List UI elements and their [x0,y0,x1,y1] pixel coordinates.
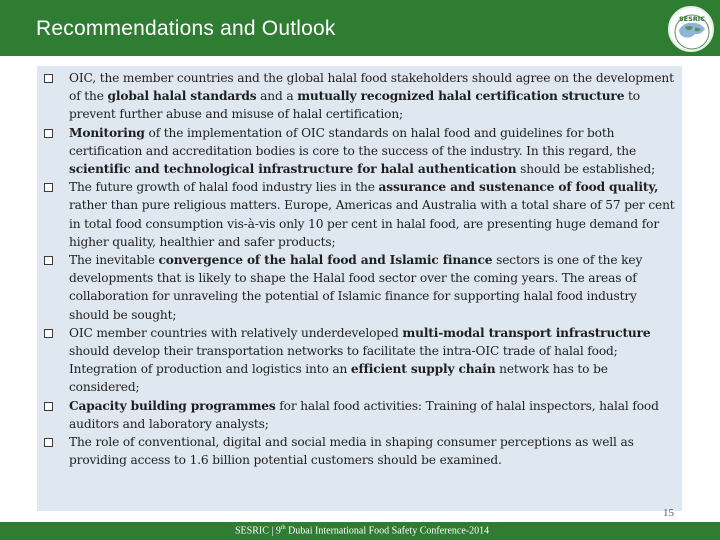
bullet-item [37,324,676,397]
checkbox-bullet-icon [44,256,53,265]
bullet-emphasis: convergence of the halal food and Islamic finance [158,253,493,268]
recommendations-panel [37,66,682,511]
footer-prefix: SESRIC | 9 [235,525,281,537]
bullet-text: should be established; [516,162,656,177]
checkbox-bullet-icon [44,438,53,447]
bullet-text: to prevent further abuse and misuse of halal certification; [69,89,640,122]
footer-superscript: th [280,525,286,531]
bullet-text: The inevitable [69,253,159,268]
checkbox-bullet-icon [44,74,53,83]
bullet-emphasis: multi-modal transport infrastructure [402,325,651,340]
checkbox-bullet-icon [44,129,53,138]
footer-bar [0,522,720,540]
svg-text:SESRIC: SESRIC [679,15,705,23]
bullet-emphasis: Monitoring [69,125,145,140]
bullet-emphasis: mutually recognized halal certification structure [297,89,625,104]
bullet-text: should develop their transportation networks to facilitate the intra-OIC trade of halal food; Integration of production and logistics into an [69,344,618,377]
bullet-item [37,178,676,251]
title-bar [0,0,720,56]
bullet-text: and a [256,89,298,104]
bullet-text: OIC member countries with relatively underdeveloped [69,325,403,340]
bullet-item [37,397,676,433]
bullet-item [37,433,676,469]
bullet-text: OIC, the member countries and the global halal food stakeholders should agree on the development of the [69,71,674,104]
bullet-text: The role of conventional, digital and social media in shaping consumer perceptions as well as providing access to 1.6 billion potential customers should be examined. [69,435,634,468]
bullet-text: for halal food activities: Training of halal inspectors, halal food auditors and laboratory analysts; [69,398,659,431]
bullet-item [37,124,676,179]
bullet-emphasis: efficient supply chain [350,362,496,377]
bullet-emphasis: Capacity building programmes [69,398,276,413]
footer-suffix: Dubai International Food Safety Conference-2014 [285,525,490,537]
bullet-text: network has to be considered; [69,362,608,395]
checkbox-bullet-icon [44,329,53,338]
bullet-text: sectors is one of the key developments that is likely to shape the Halal food sector over the coming years. The areas of collaboration for unraveling the potential of Islamic finance for supporting halal food industry should be sought; [69,253,643,322]
bullet-text: The future growth of halal food industry lies in the [69,180,379,195]
page-number: 15 [663,507,674,519]
bullet-emphasis: scientific and technological infrastructure for halal authentication [69,162,517,177]
checkbox-bullet-icon [44,183,53,192]
globe-logo-icon [668,6,714,52]
bullet-emphasis: assurance and sustenance of food quality, [378,180,659,195]
slide-title: Recommendations and Outlook [36,17,336,40]
bullet-emphasis: global halal standards [107,89,257,104]
bullet-item [37,69,676,124]
bullet-text: of the implementation of OIC standards on halal food and guidelines for both certification and accreditation bodies is core to the success of the industry. In this regard, the [69,125,637,158]
checkbox-bullet-icon [44,402,53,411]
footer-text [235,525,489,536]
bullet-text: rather than pure religious matters. Europe, Americas and Australia with a total share of 57 per cent in total food consumption vis-à-vis only 10 per cent in halal food, are presenting huge demand for higher quality, healthier and safer products; [69,198,675,249]
bullet-item [37,251,676,324]
recommendations-list [37,66,682,469]
